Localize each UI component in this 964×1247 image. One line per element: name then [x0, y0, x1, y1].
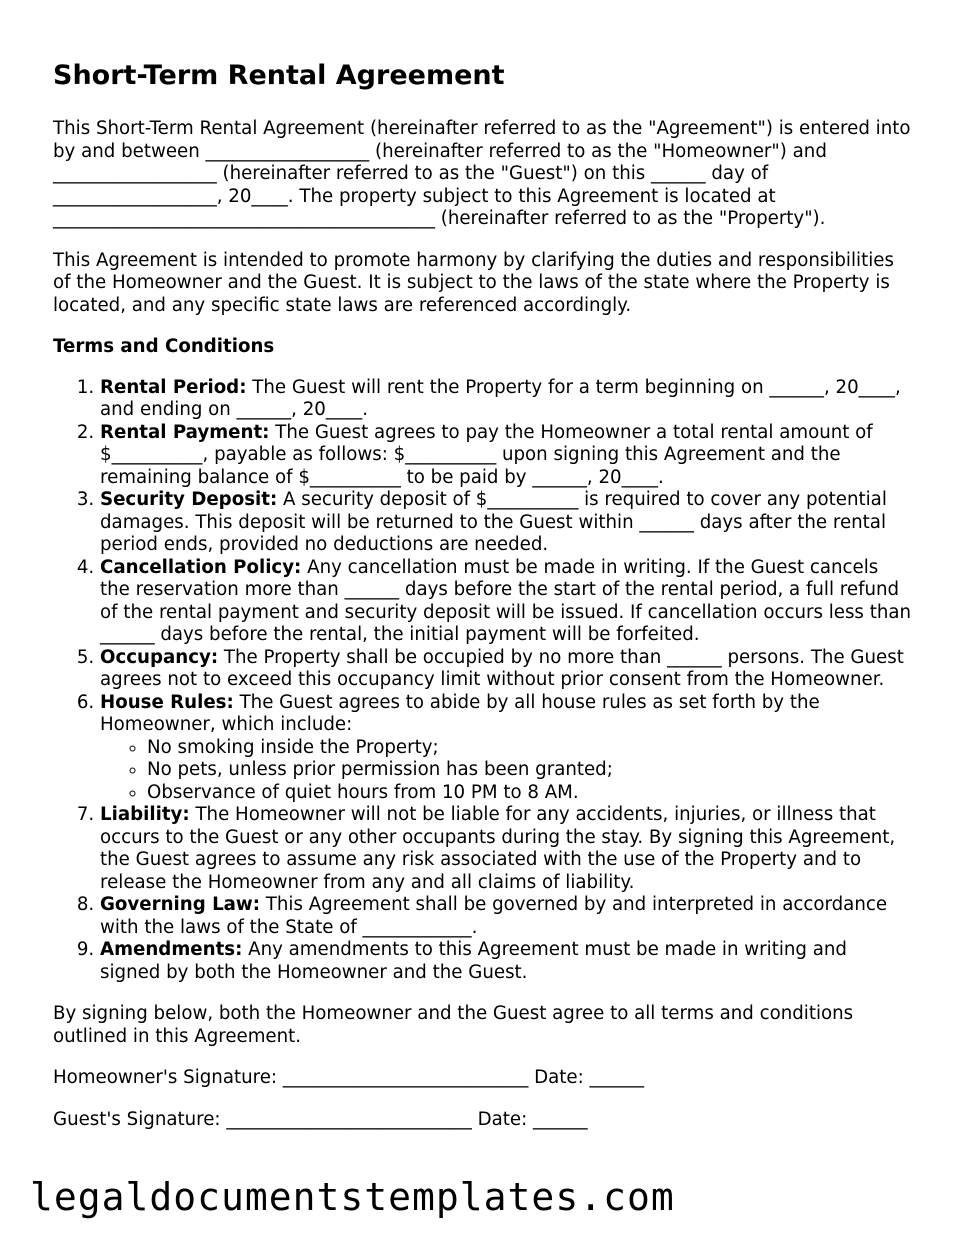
- house-rule-item: ◦ No pets, unless prior permission has been granted;: [147, 759, 913, 782]
- term-liability: [100, 804, 913, 894]
- term-label: Governing Law:: [100, 894, 261, 916]
- term-house-rules: [100, 692, 913, 805]
- term-text: The Guest will rent the Property for a term beginning on ______, 20____, and ending on ______, 20____.: [100, 376, 901, 421]
- term-text: The Guest agrees to pay the Homeowner a total rental amount of $__________, payable as follows: $__________ upon signing this Agreement and the remaining balance of $__________ to be paid by ______, 20____.: [100, 421, 873, 488]
- homeowner-signature-line: Homeowner's Signature: ___________________________ Date: ______: [53, 1067, 645, 1089]
- terms-heading: Terms and Conditions: [53, 336, 275, 358]
- term-label: Amendments:: [100, 939, 243, 961]
- term-text: This Agreement shall be governed by and interpreted in accordance with the laws of the State of ____________.: [100, 894, 888, 938]
- term-cancellation-policy: [100, 557, 913, 647]
- term-text: The Property shall be occupied by no more than ______ persons. The Guest agrees not to exceed this occupancy limit without prior consent from the Homeowner.: [100, 646, 904, 691]
- purpose-paragraph: This Agreement is intended to promote harmony by clarifying the duties and responsibilities of the Homeowner and the Guest. It is subject to the laws of the state where the Property is located, and any specific state laws are referenced accordingly.: [53, 249, 894, 316]
- watermark-text: legaldocumentstemplates.com: [30, 1175, 675, 1219]
- term-occupancy: [100, 647, 913, 692]
- guest-signature-line: Guest's Signature: ___________________________ Date: ______: [53, 1108, 588, 1130]
- term-text: Any cancellation must be made in writing. If the Guest cancels the reservation more than ______ days before the start of the rental period, a full refund of the rental payment and security deposit will be issued. If cancellation occurs less than ______ days before the rental, the initial payment will be forfeited.: [100, 556, 912, 646]
- term-label: Rental Payment:: [100, 421, 270, 443]
- closing-paragraph: By signing below, both the Homeowner and the Guest agree to all terms and conditions outlined in this Agreement.: [53, 1003, 854, 1047]
- term-amendments: [100, 939, 913, 984]
- term-label: Cancellation Policy:: [100, 556, 302, 578]
- term-text: A security deposit of $__________ is required to cover any potential damages. This deposit will be returned to the Guest within ______ days after the rental period ends, provided no deductions are needed.: [100, 489, 887, 556]
- term-label: Security Deposit:: [100, 489, 278, 511]
- term-label: House Rules:: [100, 691, 234, 713]
- term-text: The Guest agrees to abide by all house rules as set forth by the Homeowner, which include:: [100, 691, 820, 736]
- term-label: Rental Period:: [100, 376, 247, 398]
- term-label: Liability:: [100, 804, 190, 826]
- term-text: The Homeowner will not be liable for any accidents, injuries, or illness that occurs to the Guest or any other occupants during the stay. By signing this Agreement, the Guest agrees to assume any risk associated with the use of the Property and to release the Homeowner from any and all claims of liability.: [100, 804, 896, 893]
- house-rule-item: ◦ No smoking inside the Property;: [147, 737, 913, 760]
- term-rental-payment: [100, 422, 913, 490]
- page-title: Short-Term Rental Agreement: [53, 60, 505, 91]
- term-label: Occupancy:: [100, 646, 219, 668]
- term-text: Any amendments to this Agreement must be made in writing and signed by both the Homeowner and the Guest.: [100, 939, 847, 983]
- term-rental-period: [100, 377, 913, 422]
- document: [53, 60, 913, 1150]
- term-governing-law: [100, 894, 913, 939]
- terms-list: [53, 377, 913, 985]
- intro-paragraph: This Short-Term Rental Agreement (hereinafter referred to as the "Agreement") is entered into by and between __________________ (hereinafter referred to as the "Homeowner") and __________________ (hereinafter referred to as the "Guest") on this ______ day of __________________, 20____. The property subject to this Agreement is located at __________________________________________ (hereinafter referred to as the "Property").: [53, 118, 911, 230]
- house-rules-list: [100, 737, 913, 805]
- term-security-deposit: [100, 489, 913, 557]
- house-rule-item: ◦ Observance of quiet hours from 10 PM to 8 AM.: [147, 782, 913, 805]
